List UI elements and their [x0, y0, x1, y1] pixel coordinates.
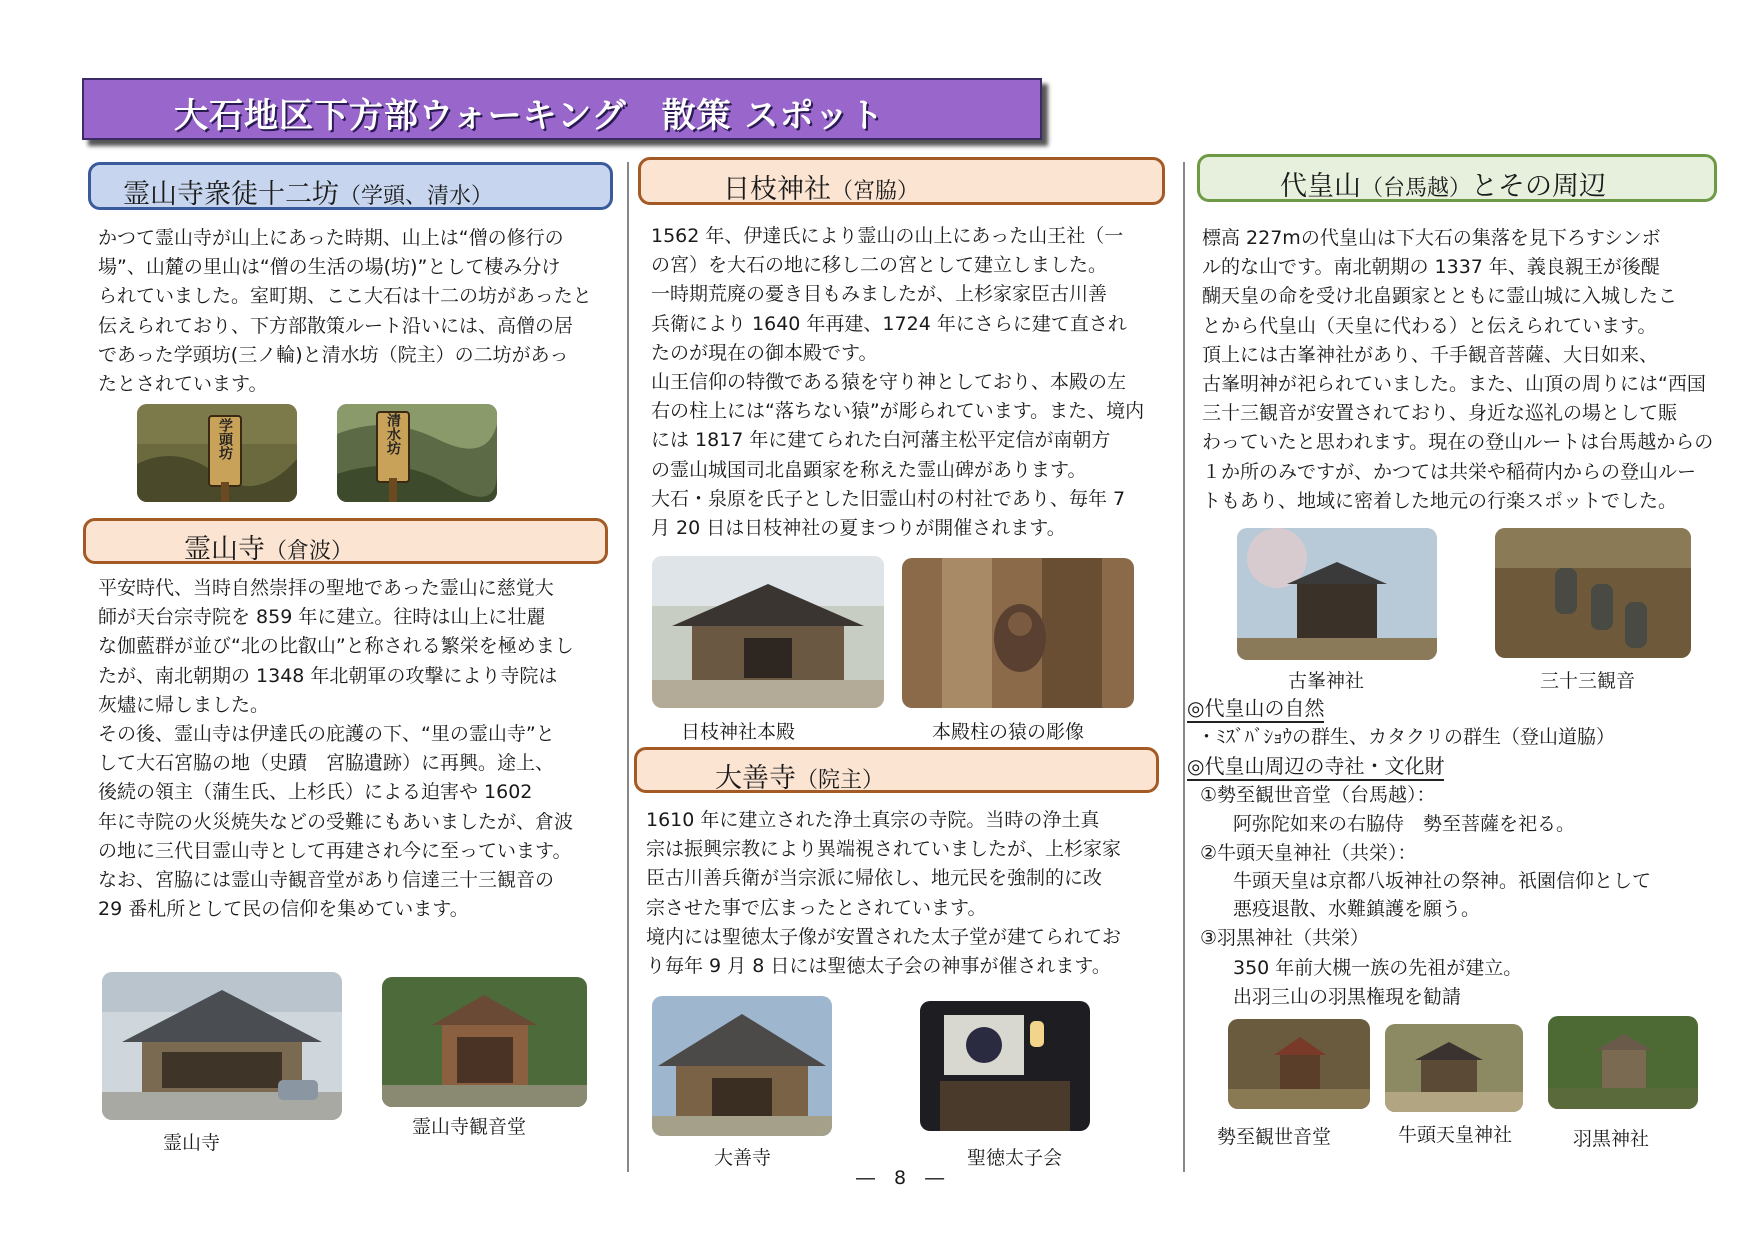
section-subtitle: （学頭、清水）: [339, 184, 494, 209]
photo-shimizubo-sign: [337, 404, 497, 502]
section-subtitle: （宮脇）: [831, 179, 920, 204]
photo-reizanji-kannondo: [382, 977, 587, 1107]
section-title: 霊山寺衆徒十二坊: [123, 179, 339, 210]
section-header-reizanji-12bo: [88, 162, 613, 210]
temple-1-name: ①勢至観世音堂（台馬越）：: [1200, 784, 1436, 806]
caption-hie-honden: 日枝神社本殿: [681, 721, 796, 743]
photo-gozu-tenno-jinja: [1385, 1024, 1523, 1112]
shimizubo-sign-image: [337, 404, 497, 502]
reizanji-temple-image: [102, 972, 342, 1120]
column-divider-left: [627, 162, 629, 1172]
sign-text-gakutobo: 学頭坊: [217, 418, 233, 460]
photo-haguro-jinja: [1548, 1016, 1698, 1109]
caption-kobuhara-jinja: 古峯神社: [1288, 670, 1365, 692]
monkey-carving-image: [902, 558, 1134, 708]
page-title-banner: [82, 78, 1042, 140]
column-divider-right: [1183, 162, 1185, 1172]
section-header-reizanji: [83, 518, 608, 564]
section-text-hie-jinja: 1562 年、伊達氏により霊山の山上にあった山王社（一 の宮）を大石の地に移し二の宮として建立しました。 一時期荒廃の憂き目もみましたが、上杉家家臣古川善 兵衛により 1640 年再建、1724 年にさらに建て直され たのが現在の御本殿です。 山王信仰の特徴である猿を守り神としており、本殿の左 右の柱上には“落ちない猿”が彫られています。また、境内 には 1817 年に建てられた白河藩主松平定信が南朝方 の霊山城国司北畠顕家を称えた霊山碑があります。 大石・泉原を氏子とした旧霊山村の村社であり、毎年 7 月 20 日は日枝神社の夏まつりが開催されます。: [651, 225, 1145, 540]
seishi-kannondo-image: [1228, 1019, 1370, 1109]
section-subtitle: （倉波）: [265, 539, 354, 564]
section-text-daikozan: 標高 227mの代皇山は下大石の集落を見下ろすシンボ ル的な山です。南北朝期の 1337 年、義良親王が後醍 醐天皇の命を受け北畠顕家とともに霊山城に入城したこ とから代皇山（天皇に代わる）と伝えられています。 頂上には古峯神社があり、千手観音菩薩、大日如来、 古峯明神が祀られていました。また、山頂の周りには“西国 三十三観音が安置されており、身近な巡礼の場として賑 わっていたと思われます。現在の登山ルートは台馬越からの １か所のみですが、かつては共栄や稲荷内からの登山ルー トもあり、地域に密着した地元の行楽スポットでした。: [1202, 227, 1714, 512]
sign-text-shimizubo: 清水坊: [385, 413, 401, 455]
photo-monkey-carving: [902, 558, 1134, 708]
temple-2-desc-1: 牛頭天皇は京都八坂神社の祭神。祇園信仰として: [1233, 870, 1652, 892]
section-title: 代皇山: [1280, 171, 1361, 202]
section-title-tail: とその周辺: [1471, 171, 1607, 202]
33-kannon-image: [1495, 528, 1691, 658]
page-title: 大石地区下方部ウォーキング 散策 スポット: [174, 96, 885, 136]
photo-shotoku-taishi-kai: [920, 1001, 1090, 1131]
photo-33-kannon: [1495, 528, 1691, 658]
temple-2-name: ②牛頭天皇神社（共栄）：: [1200, 842, 1417, 864]
caption-shotoku-taishi-kai: 聖徳太子会: [967, 1147, 1063, 1169]
photo-gakutobo-sign: [137, 404, 297, 502]
kannondo-image: [382, 977, 587, 1107]
nature-heading: ◎代皇山の自然: [1187, 692, 1324, 723]
section-title: 日枝神社: [723, 174, 831, 205]
section-subtitle: （院主）: [796, 768, 885, 793]
gozu-tenno-jinja-image: [1385, 1024, 1523, 1112]
caption-reizanji: 霊山寺: [163, 1132, 221, 1154]
section-text-daizenji: 1610 年に建立された浄土真宗の寺院。当時の浄土真 宗は振興宗教により異端視されていましたが、上杉家家 臣古川善兵衛が当宗派に帰依し、地元民を強制的に改 宗させた事で広まったとされています。 境内には聖徳太子像が安置された太子堂が建てられてお り毎年 9 月 8 日には聖徳太子会の神事が催されます。: [646, 809, 1122, 978]
haguro-jinja-image: [1548, 1016, 1698, 1109]
section-header-daizenji: [634, 747, 1159, 793]
gakutobo-sign-image: [137, 404, 297, 502]
caption-33-kannon: 三十三観音: [1540, 670, 1636, 692]
caption-monkey-carving: 本殿柱の猿の彫像: [932, 721, 1085, 743]
photo-daizenji: [652, 996, 832, 1136]
section-header-daikozan: [1197, 154, 1717, 202]
section-title: 大善寺: [715, 763, 796, 794]
photo-hie-honden: [652, 556, 884, 708]
temples-heading: ◎代皇山周辺の寺社・文化財: [1187, 750, 1444, 781]
section-title: 霊山寺: [184, 534, 265, 565]
section-text-reizanji: 平安時代、当時自然崇拝の聖地であった霊山に慈覚大 師が天台宗寺院を 859 年に建立。往時は山上に壮麗 な伽藍群が並び“北の比叡山”と称される繁栄を極めまし たが、南北朝期の 1348 年北朝軍の攻撃により寺院は 灰燼に帰しました。 その後、霊山寺は伊達氏の庇護の下、“里の霊山寺”と して大石宮脇の地（史蹟 宮脇遺跡）に再興。途上、 後続の領主（蒲生氏、上杉氏）による迫害や 1602 年に寺院の火災焼失などの受難にもあいましたが、倉波 の地に三代目霊山寺として再建され今に至っています。 なお、宮脇には霊山寺観音堂があり信達三十三観音の 29 番札所として民の信仰を集めています。: [98, 577, 574, 921]
caption-haguro-jinja: 羽黒神社: [1573, 1128, 1650, 1150]
temple-3-desc-2: 出羽三山の羽黒権現を勧請: [1233, 986, 1462, 1008]
kobuhara-jinja-image: [1237, 528, 1437, 660]
page-number: ― 8 ―: [856, 1167, 945, 1189]
photo-kobuhara-jinja: [1237, 528, 1437, 660]
temple-2-desc-2: 悪疫退散、水難鎮護を願う。: [1233, 898, 1481, 920]
caption-seishi-kannondo: 勢至観世音堂: [1217, 1126, 1332, 1148]
caption-gozu-tenno-jinja: 牛頭天皇神社: [1398, 1124, 1513, 1146]
temple-3-desc-1: 350 年前大槻一族の先祖が建立。: [1233, 957, 1523, 979]
photo-seishi-kannondo: [1228, 1019, 1370, 1109]
caption-daizenji: 大善寺: [714, 1147, 772, 1169]
nature-item: ・ﾐｽﾞﾊﾞｼｮｳの群生、カタクリの群生（登山道脇）: [1197, 726, 1616, 748]
section-header-hie-jinja: [638, 157, 1165, 205]
section-subtitle: （台馬越）: [1361, 176, 1472, 201]
photo-reizanji: [102, 972, 342, 1120]
temple-3-name: ③羽黒神社（共栄）: [1200, 927, 1370, 949]
daizenji-image: [652, 996, 832, 1136]
hie-honden-image: [652, 556, 884, 708]
temple-1-desc: 阿弥陀如来の右脇侍 勢至菩薩を祀る。: [1233, 813, 1576, 835]
section-text-reizanji-12bo: かつて霊山寺が山上にあった時期、山上は“僧の修行の 場”、山麓の里山は“僧の生活の場(坊)”として棲み分け られていました。室町期、ここ大石は十二の坊があったと 伝えられており、下方部散策ルート沿いには、高僧の居 であった学頭坊(三ノ輪)と清水坊（院主）の二坊があっ たとされています。: [98, 227, 592, 396]
shotoku-taishi-kai-image: [920, 1001, 1090, 1131]
caption-reizanji-kannondo: 霊山寺観音堂: [412, 1116, 527, 1138]
